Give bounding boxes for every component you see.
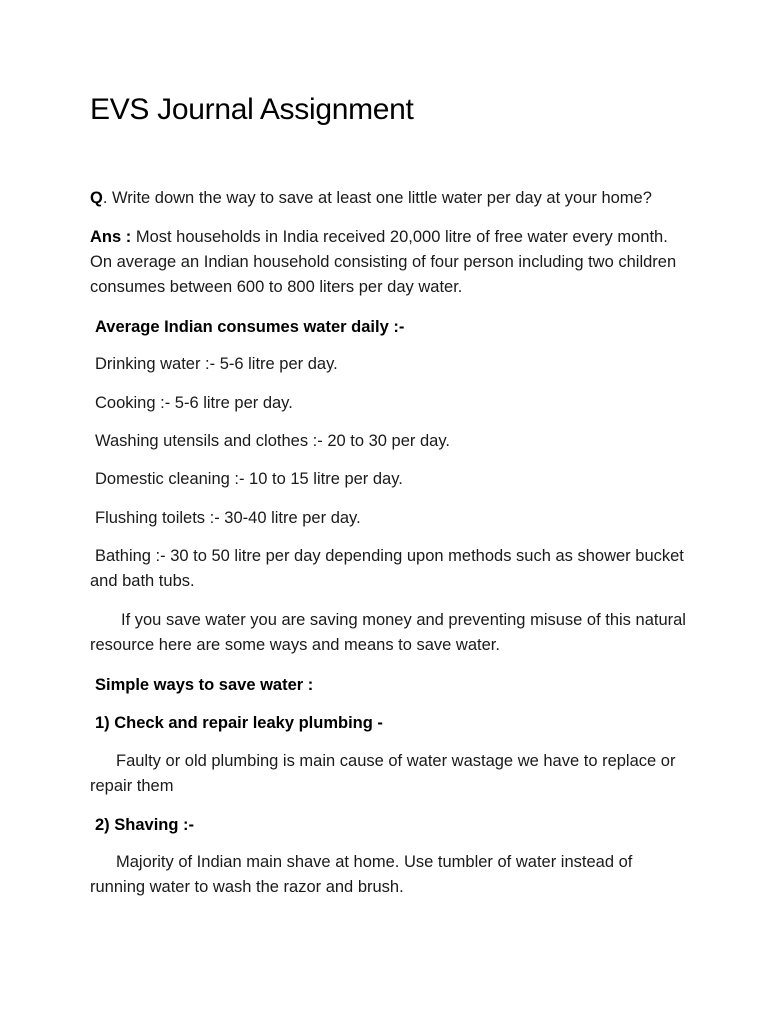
consumption-item-drinking: Drinking water :- 5-6 litre per day. bbox=[95, 355, 338, 373]
answer-label: Ans : bbox=[90, 228, 132, 246]
consumption-item-cleaning: Domestic cleaning :- 10 to 15 litre per day. bbox=[95, 470, 403, 488]
way-1-text: Faulty or old plumbing is main cause of water wastage we have to replace or repair them bbox=[90, 752, 676, 795]
consumption-item-cooking: Cooking :- 5-6 litre per day. bbox=[95, 394, 293, 412]
way-2-text: Majority of Indian main shave at home. Use tumbler of water instead of running water to wash the razor and brush. bbox=[90, 853, 633, 896]
question-paragraph bbox=[90, 186, 690, 211]
page-title: EVS Journal Assignment bbox=[90, 93, 414, 126]
way-1-heading: 1) Check and repair leaky plumbing - bbox=[95, 714, 383, 732]
ways-heading: Simple ways to save water : bbox=[95, 676, 314, 694]
way-2-heading: 2) Shaving :- bbox=[95, 816, 195, 834]
save-water-paragraph: If you save water you are saving money and preventing misuse of this natural resource here are some ways and means to save water. bbox=[90, 611, 686, 654]
answer-text: Most households in India received 20,000 litre of free water every month. On average an Indian household consisting of four person including two children consumes between 600 to 800 liters per day water. bbox=[90, 228, 677, 296]
consumption-item-flushing: Flushing toilets :- 30-40 litre per day. bbox=[95, 509, 361, 527]
question-text: . Write down the way to save at least one little water per day at your home? bbox=[102, 189, 652, 207]
question-label: Q bbox=[90, 189, 103, 207]
consumption-heading: Average Indian consumes water daily :- bbox=[95, 318, 405, 336]
consumption-item-washing: Washing utensils and clothes :- 20 to 30 per day. bbox=[95, 432, 450, 450]
answer-paragraph bbox=[90, 225, 690, 300]
consumption-item-bathing: Bathing :- 30 to 50 litre per day depending upon methods such as shower bucket and bath tubs. bbox=[90, 547, 684, 590]
